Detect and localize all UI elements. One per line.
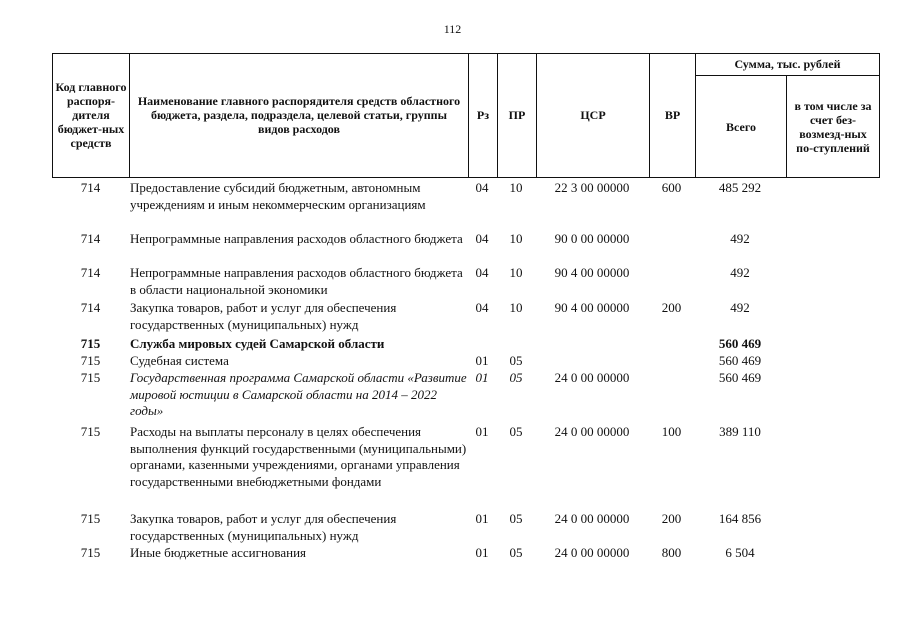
row-pr: 10 xyxy=(509,231,523,246)
row-csr: 24 0 00 00000 xyxy=(554,511,630,526)
header-code: Код главного распоря-дителя бюджет-ных средств xyxy=(55,80,127,150)
row-rz: 04 xyxy=(475,180,489,195)
row-total: 6 504 xyxy=(725,545,755,560)
header-bottom-border xyxy=(52,177,880,178)
row-vr: 200 xyxy=(661,300,682,315)
row-name: Непрограммные направления расходов областного бюджета в области национальной экономики xyxy=(130,265,463,297)
row-pr: 10 xyxy=(509,265,523,280)
row-rz: 04 xyxy=(475,231,489,246)
row-rz: 01 xyxy=(475,424,489,439)
row-pr: 05 xyxy=(509,353,523,368)
row-csr: 22 3 00 00000 xyxy=(554,180,630,195)
row-name: Непрограммные направления расходов областного бюджета xyxy=(130,231,463,246)
row-code: 715 xyxy=(80,353,101,368)
row-total: 560 469 xyxy=(718,370,762,385)
row-pr: 05 xyxy=(509,424,523,439)
table-header xyxy=(52,53,880,178)
row-code: 715 xyxy=(80,511,101,526)
row-name: Закупка товаров, работ и услуг для обеспечения государственных (муниципальных) нужд xyxy=(130,300,397,332)
row-pr: 05 xyxy=(509,511,523,526)
row-total: 492 xyxy=(730,265,750,280)
row-name: Расходы на выплаты персоналу в целях обеспечения выполнения функций государственными (муниципальными) органами, казенными учреждениями, органами управления государственными внебюджетными фондами xyxy=(130,424,467,489)
row-name: Судебная система xyxy=(130,353,229,368)
header-name: Наименование главного распорядителя средств областного бюджета, раздела, подраздела, целевой статьи, группы видов расходов xyxy=(137,94,461,136)
row-code: 715 xyxy=(80,545,101,560)
row-csr: 24 0 00 00000 xyxy=(554,424,630,439)
row-rz: 04 xyxy=(475,300,489,315)
header-pr: ПР xyxy=(508,108,526,122)
row-csr: 90 4 00 00000 xyxy=(554,300,630,315)
row-total: 485 292 xyxy=(718,180,762,195)
row-name: Предоставление субсидий бюджетным, автономным учреждениям и иным некоммерческим организациям xyxy=(130,180,426,212)
page-number: 112 xyxy=(443,22,462,36)
header-vr: ВР xyxy=(664,108,681,122)
row-rz: 01 xyxy=(475,370,489,385)
header-total: Всего xyxy=(726,119,756,134)
row-csr: 24 0 00 00000 xyxy=(554,370,630,385)
row-csr: 90 4 00 00000 xyxy=(554,265,630,280)
row-total: 560 469 xyxy=(718,336,762,351)
row-code: 714 xyxy=(80,300,101,315)
row-csr: 24 0 00 00000 xyxy=(554,545,630,560)
row-name: Закупка товаров, работ и услуг для обеспечения государственных (муниципальных) нужд xyxy=(130,511,397,543)
row-pr: 10 xyxy=(509,180,523,195)
header-rz: Рз xyxy=(476,108,490,122)
header-incl: в том числе за счет без-возмезд-ных по-ступлений xyxy=(794,98,872,155)
row-vr: 600 xyxy=(661,180,682,195)
row-rz: 01 xyxy=(475,545,489,560)
row-name: Служба мировых судей Самарской области xyxy=(130,336,385,351)
row-total: 389 110 xyxy=(719,424,761,439)
row-pr: 05 xyxy=(509,545,523,560)
row-rz: 01 xyxy=(475,511,489,526)
row-total: 492 xyxy=(730,231,750,246)
row-code: 714 xyxy=(80,180,101,195)
row-vr: 200 xyxy=(661,511,682,526)
row-code: 715 xyxy=(80,370,101,385)
row-pr: 05 xyxy=(509,370,523,385)
row-code: 715 xyxy=(80,424,101,439)
row-name: Иные бюджетные ассигнования xyxy=(130,545,307,560)
row-code: 715 xyxy=(80,336,101,351)
row-code: 714 xyxy=(80,231,101,246)
row-vr: 100 xyxy=(661,424,682,439)
col-border xyxy=(879,53,880,178)
row-total: 164 856 xyxy=(718,511,762,526)
header-sum: Сумма, тыс. рублей xyxy=(734,57,841,71)
row-code: 714 xyxy=(80,265,101,280)
row-rz: 01 xyxy=(475,353,489,368)
header-csr: ЦСР xyxy=(580,108,606,122)
row-csr: 90 0 00 00000 xyxy=(554,231,630,246)
row-name: Государственная программа Самарской области «Развитие мировой юстиции в Самарской области на 2014 – 2022 годы» xyxy=(130,370,467,418)
row-vr: 800 xyxy=(661,545,682,560)
row-pr: 10 xyxy=(509,300,523,315)
row-rz: 04 xyxy=(475,265,489,280)
row-total: 492 xyxy=(730,300,750,315)
row-total: 560 469 xyxy=(718,353,762,368)
